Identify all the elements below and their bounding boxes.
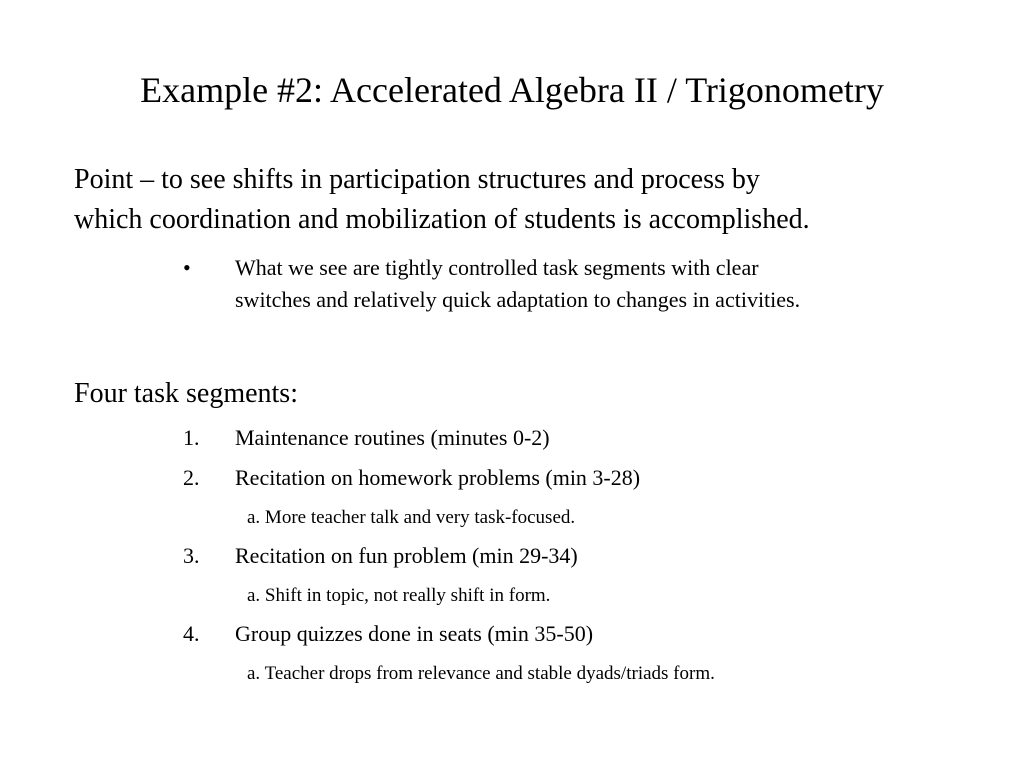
bullet-text xyxy=(235,252,975,316)
segment-label: Group quizzes done in seats (min 35-50) xyxy=(235,621,594,646)
segment-subitem-4a: a. Teacher drops from relevance and stable dyads/triads form. xyxy=(247,663,715,684)
segment-number: 3. xyxy=(183,543,200,568)
segment-number: 2. xyxy=(183,465,200,490)
segments-heading: Four task segments: xyxy=(74,378,298,409)
segment-label: Recitation on fun problem (min 29-34) xyxy=(235,543,578,568)
segment-label: Recitation on homework problems (min 3-28) xyxy=(235,465,641,490)
segment-subitem-3a: a. Shift in topic, not really shift in form. xyxy=(247,585,551,606)
bullet-line-2: switches and relatively quick adaptation to changes in activities. xyxy=(235,287,801,312)
bullet-icon: • xyxy=(183,255,191,280)
segment-number: 4. xyxy=(183,621,200,646)
slide-title: Example #2: Accelerated Algebra II / Trigonometry xyxy=(140,70,884,110)
bullet-line-1: What we see are tightly controlled task segments with clear xyxy=(235,255,759,280)
point-line-1: Point – to see shifts in participation structures and process by xyxy=(74,164,760,195)
segment-label: Maintenance routines (minutes 0-2) xyxy=(235,425,550,450)
segment-number: 1. xyxy=(183,425,200,450)
point-paragraph xyxy=(74,160,974,240)
point-line-2: which coordination and mobilization of students is accomplished. xyxy=(74,204,810,235)
segment-subitem-2a: a. More teacher talk and very task-focused. xyxy=(247,507,576,528)
